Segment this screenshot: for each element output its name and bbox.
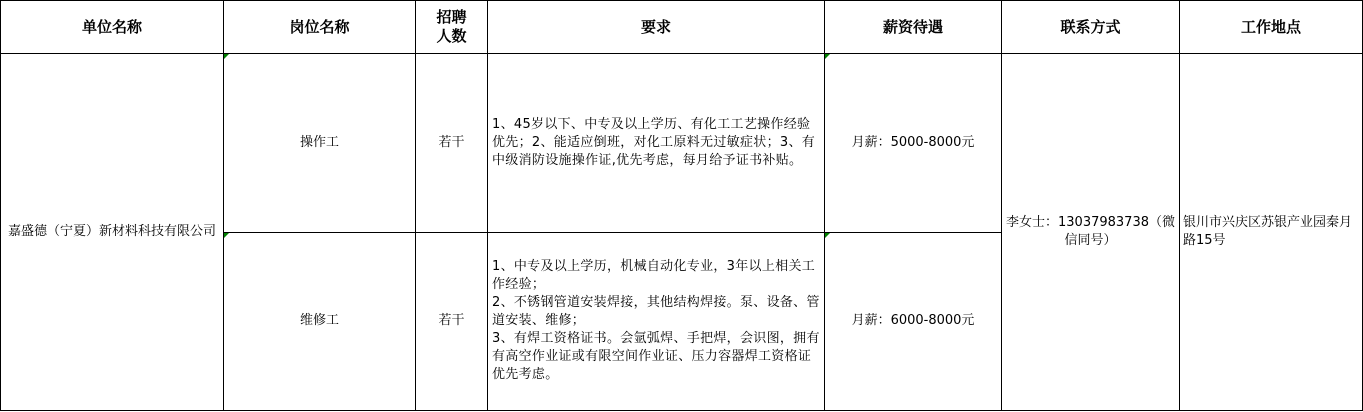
header-count-label: 招聘人数 [436, 8, 467, 46]
company-name-cell [1, 54, 224, 411]
contact-cell [1002, 54, 1180, 411]
position-cell [224, 54, 416, 232]
header-company: 单位名称 [1, 1, 224, 54]
requirement-line: 3、有焊工资格证书。会氩弧焊、手把焊，会识图，拥有有高空作业证或有限空间作业证、压力容器焊工资格证优先考虑。 [492, 331, 820, 383]
hiring-count: 若干 [438, 313, 465, 329]
header-requirements: 要求 [488, 1, 825, 54]
count-cell [416, 54, 488, 232]
requirement-line: 1、中专及以上学历，机械自动化专业，3年以上相关工作经验； [492, 259, 816, 293]
salary-cell [825, 54, 1002, 232]
salary-value: 月薪：6000-8000元 [851, 313, 975, 329]
hiring-count: 若干 [438, 134, 465, 150]
contact-info: 李女士：13037983738（微信同号） [1006, 215, 1175, 249]
location-cell [1180, 54, 1363, 411]
header-count [416, 1, 488, 54]
requirements-cell [488, 232, 825, 410]
requirement-line: 2、不锈钢管道安装焊接，其他结构焊接。泵、设备、管道安装、维修； [492, 295, 820, 329]
position-name: 操作工 [299, 134, 339, 150]
company-name: 嘉盛德（宁夏）新材料科技有限公司 [7, 224, 216, 240]
header-salary: 薪资待遇 [825, 1, 1002, 54]
requirements-cell [488, 54, 825, 232]
header-location: 工作地点 [1180, 1, 1363, 54]
table-row [1, 54, 1363, 232]
salary-cell [825, 232, 1002, 410]
position-name: 维修工 [299, 313, 339, 329]
header-contact: 联系方式 [1002, 1, 1180, 54]
header-row [1, 1, 1363, 54]
salary-value: 月薪：5000-8000元 [851, 134, 975, 150]
requirement-line: 1、45岁以下、中专及以上学历、有化工工艺操作经验优先；2、能适应倒班，对化工原料无过敏症状；3、有中级消防设施操作证,优先考虑，每月给予证书补贴。 [492, 116, 816, 168]
count-cell [416, 232, 488, 410]
header-position: 岗位名称 [224, 1, 416, 54]
work-location: 银川市兴庆区苏银产业园秦月路15号 [1183, 215, 1353, 249]
position-cell [224, 232, 416, 410]
